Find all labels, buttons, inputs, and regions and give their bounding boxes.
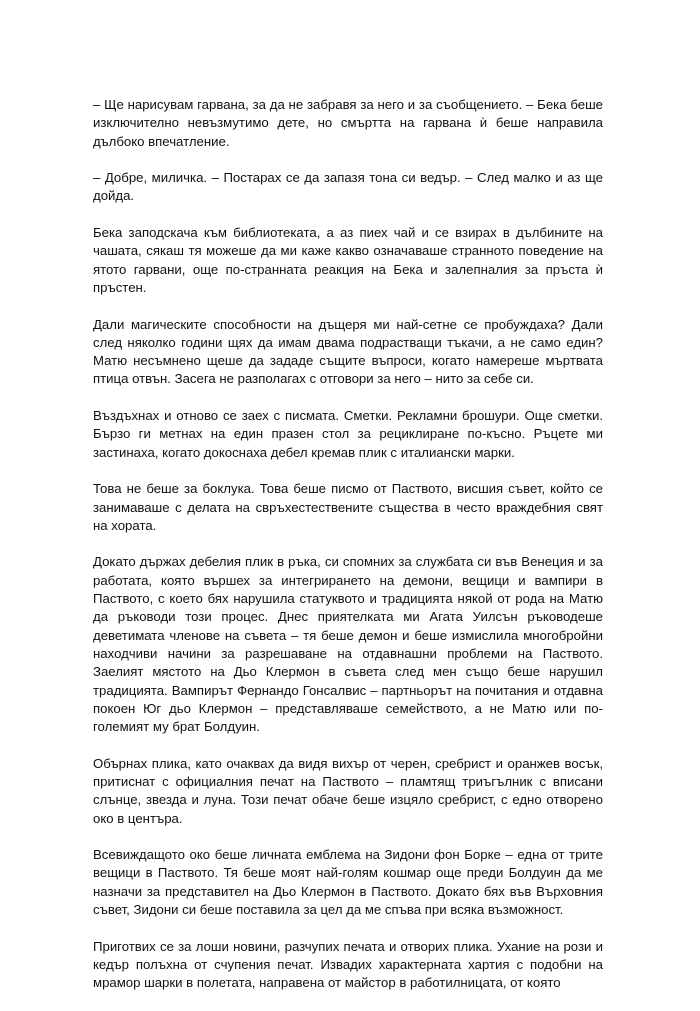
paragraph: – Добре, миличка. – Постарах се да запазя тона си ведър. – След малко и аз ще дойда. — [93, 170, 603, 204]
paragraph: Всевиждащото око беше личната емблема на Зидони фон Борке – една от трите вещици в Паството. Тя беше моят най-голям кошмар още преди Болдуин да ме назначи за представител на Дьо Клермон в Паството. Докато бях във Върховния съвет, Зидони си беше поставила за цел да ме спъва при всяка възможност. — [93, 847, 603, 918]
paragraph: Дали магическите способности на дъщеря ми най-сетне се пробуждаха? Дали след няколко години щях да имам двама подрастващи тъкачи, а не само един? Матю несъмнено щеше да зададе същите въпроси, когато намереше мъртвата птица отвън. Засега не разполагах с отговори за него – нито за себе си. — [93, 316, 603, 387]
paragraph: – Ще нарисувам гарвана, за да не забравя за него и за съобщението. – Бека беше изключително невъзмутимо дете, но смъртта на гарвана ѝ беше направила дълбоко впечатление. — [93, 97, 603, 149]
paragraph: Приготвих се за лоши новини, разчупих печата и отворих плика. Ухание на рози и кедър полъхна от счупения печат. Извадих характерната хартия с подобни на мрамор шарки в полетата, направена от майстор в работилницата, от която — [93, 938, 603, 991]
document-page — [93, 96, 603, 1011]
paragraph: Това не беше за боклука. Това беше писмо от Паството, висшия съвет, който се занимаваше с делата на свръхестествените същества в често враждебния свят на хората. — [93, 481, 603, 533]
paragraph: Въздъхнах и отново се заех с писмата. Сметки. Рекламни брошури. Още сметки. Бързо ги метнах на един празен стол за рециклиране по-късно. Ръцете ми застинаха, когато докоснаха дебел кремав плик с италиански марки. — [93, 408, 603, 460]
paragraph: Докато държах дебелия плик в ръка, си спомних за службата си във Венеция и за работата, която вършех за интегрирането на демони, вещици и вампири в Паството, с което бях нарушила статуквото и традицията някой от рода на Матю да ръководи този процес. Днес приятелката ми Агата Уилсън ръководеше деветимата членове на съвета – тя беше демон и беше измислила многобройни находчиви начини за разрешаване на отдавнашни проблеми на Паството. Заелият мястото на Дьо Клермон в съвета след мен също беше нарушил традицията. Вампирът Фернандо Гонсалвис – партньорът на почитания и отдавна покоен Юг дьо Клермон – представляваше семейството, а не Матю или по-големият му брат Болдуин. — [93, 554, 603, 735]
paragraph: Бека заподскача към библиотеката, а аз пиех чай и се взирах в дълбините на чашата, сякаш тя можеше да ми каже какво означаваше странното поведение на ятото гарвани, още по-странната реакция на Бека и залепналия за пръста ѝ пръстен. — [93, 225, 603, 295]
paragraph: Обърнах плика, като очаквах да видя вихър от черен, сребрист и оранжев восък, притиснат с официалния печат на Паството – пламтящ триъгълник с вписани слънце, звезда и луна. Този печат обаче беше изцяло сребрист, с едно отворено око в центъра. — [93, 755, 603, 826]
